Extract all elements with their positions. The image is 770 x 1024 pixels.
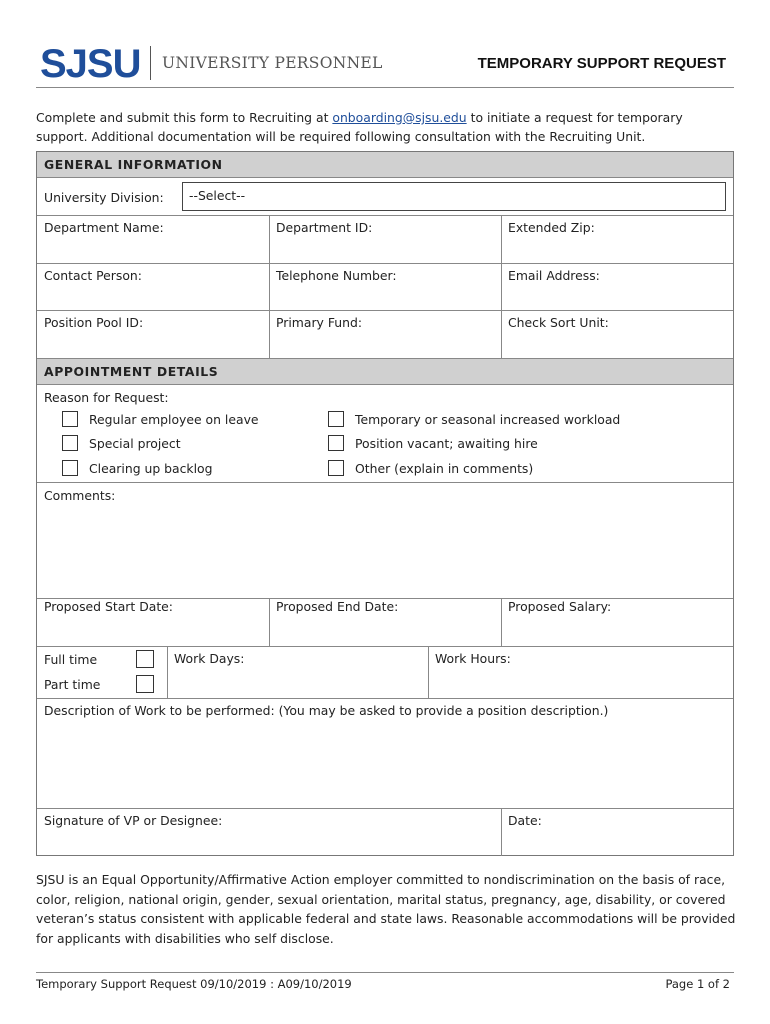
salary-field[interactable]: Proposed Salary: xyxy=(508,599,612,614)
university-personnel-label: UNIVERSITY PERSONNEL xyxy=(162,54,383,72)
regular-employee-checkbox[interactable] xyxy=(62,411,78,427)
divider xyxy=(37,177,733,178)
appointment-details-heading: APPOINTMENT DETAILS xyxy=(37,359,733,384)
divider xyxy=(501,598,502,646)
request-form xyxy=(36,151,734,856)
divider xyxy=(501,215,502,358)
recruiting-email-link[interactable]: onboarding@sjsu.edu xyxy=(332,110,467,125)
other-reason-label: Other (explain in comments) xyxy=(355,461,534,476)
primary-fund-field[interactable]: Primary Fund: xyxy=(276,315,363,330)
start-date-field[interactable]: Proposed Start Date: xyxy=(44,599,173,614)
position-pool-id-field[interactable]: Position Pool ID: xyxy=(44,315,144,330)
position-vacant-checkbox[interactable] xyxy=(328,435,344,451)
footer-page-number: Page 1 of 2 xyxy=(665,977,730,991)
sjsu-logo: SJSU xyxy=(40,42,141,86)
check-sort-unit-field[interactable]: Check Sort Unit: xyxy=(508,315,609,330)
work-description-field[interactable]: Description of Work to be performed: (You may be asked to provide a position description.) xyxy=(44,703,609,718)
footer-form-version: Temporary Support Request 09/10/2019 : A09/10/2019 xyxy=(36,977,352,991)
part-time-checkbox[interactable] xyxy=(136,675,154,693)
full-time-checkbox[interactable] xyxy=(136,650,154,668)
work-hours-field[interactable]: Work Hours: xyxy=(435,651,511,666)
divider xyxy=(269,215,270,358)
reason-label: Reason for Request: xyxy=(44,390,169,405)
special-project-label: Special project xyxy=(89,436,181,451)
intro-paragraph xyxy=(36,108,736,146)
department-id-field[interactable]: Department ID: xyxy=(276,220,373,235)
signature-date-field[interactable]: Date: xyxy=(508,813,542,828)
seasonal-workload-checkbox[interactable] xyxy=(328,411,344,427)
form-title: TEMPORARY SUPPORT REQUEST xyxy=(477,55,726,72)
part-time-label: Part time xyxy=(44,677,101,692)
department-name-field[interactable]: Department Name: xyxy=(44,220,164,235)
signature-field[interactable]: Signature of VP or Designee: xyxy=(44,813,223,828)
email-field[interactable]: Email Address: xyxy=(508,268,600,283)
telephone-field[interactable]: Telephone Number: xyxy=(276,268,397,283)
eeo-statement: SJSU is an Equal Opportunity/Affirmative Action employer committed to nondiscrimination on the basis of race, color, religion, national origin, gender, sexual orientation, marital status, pregnancy, age, disability, or covered veteran’s status consistent with applicable federal and state laws. Reasonable accommodations will be provided for applicants with disabilities who self disclose. xyxy=(36,872,736,946)
logo-divider xyxy=(150,46,151,80)
footer-rule xyxy=(36,972,734,973)
intro-text-before: Complete and submit this form to Recruiting at xyxy=(36,110,333,125)
clearing-backlog-label: Clearing up backlog xyxy=(89,461,213,476)
special-project-checkbox[interactable] xyxy=(62,435,78,451)
seasonal-workload-label: Temporary or seasonal increased workload xyxy=(355,412,621,427)
comments-field[interactable]: Comments: xyxy=(44,488,116,503)
full-time-label: Full time xyxy=(44,652,98,667)
header-rule xyxy=(36,87,734,88)
intro-text-after: to initiate a request for temporary support. Additional documentation will be required following consultation with the Recruiting Unit. xyxy=(36,110,683,144)
clearing-backlog-checkbox[interactable] xyxy=(62,460,78,476)
divider xyxy=(269,598,270,646)
work-days-field[interactable]: Work Days: xyxy=(174,651,245,666)
position-vacant-label: Position vacant; awaiting hire xyxy=(355,436,538,451)
general-information-heading: GENERAL INFORMATION xyxy=(37,152,733,177)
regular-employee-label: Regular employee on leave xyxy=(89,412,259,427)
contact-person-field[interactable]: Contact Person: xyxy=(44,268,142,283)
division-select[interactable]: --Select-- xyxy=(182,182,726,211)
end-date-field[interactable]: Proposed End Date: xyxy=(276,599,399,614)
other-reason-checkbox[interactable] xyxy=(328,460,344,476)
division-label: University Division: xyxy=(44,190,164,205)
extended-zip-field[interactable]: Extended Zip: xyxy=(508,220,595,235)
